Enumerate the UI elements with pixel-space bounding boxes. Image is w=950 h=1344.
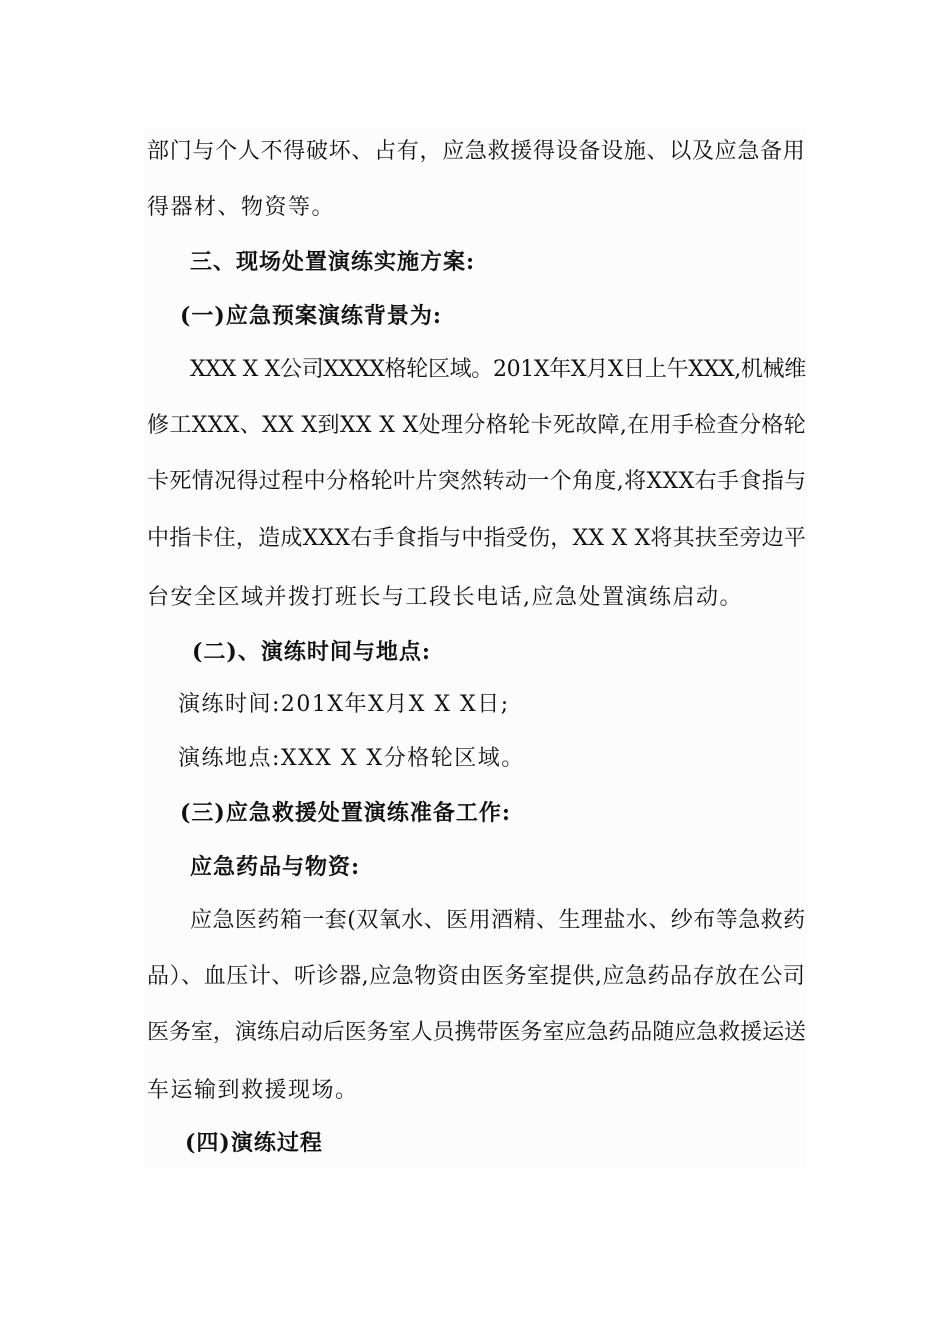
paragraph-line: 台安全区域并拨打班长与工段长电话,应急处置演练启动。 [147,585,743,610]
paragraph-line: 品）、血压计、听诊器,应急物资由医务室提供,应急药品存放在公司 [147,964,806,989]
paragraph-line: 得器材、物资等。 [147,195,336,220]
section-heading: 三、现场处置演练实施方案: [190,249,476,275]
subsection-heading: 应急药品与物资: [190,854,361,880]
paragraph-line: 部门与个人不得破坏、占有，应急救援得设备设施、以及应急备用 [147,139,806,164]
subsection-heading: (一)应急预案演练背景为: [180,303,442,329]
paragraph-line: 演练时间:201X年X月X X X日; [178,692,510,717]
subsection-heading: (三)应急救援处置演练准备工作: [180,800,511,826]
paragraph-line: 修工XXX、XX X到XX X X处理分格轮卡死故障,在用手检查分格轮 [147,413,807,438]
subsection-heading: (二)、演练时间与地点: [192,639,431,665]
paragraph-line: 演练地点:XXX X X分格轮区域。 [178,746,525,771]
subsection-heading: (四)演练过程 [185,1130,323,1156]
paragraph-line: 医务室，演练启动后医务室人员携带医务室应急药品随应急救援运送 [147,1020,807,1045]
paragraph-line: 应急医药箱一套(双氧水、医用酒精、生理盐水、纱布等急救药 [190,908,806,933]
paragraph-line: 中指卡住，造成XXX右手食指与中指受伤，XX X X将其扶至旁边平 [147,526,807,551]
paragraph-line: XXX X X公司XXXX格轮区域。201X年X月X日上午XXX,机械维 [190,357,806,382]
paragraph-line: 卡死情况得过程中分格轮叶片突然转动一个角度,将XXX右手食指与 [147,469,807,494]
paragraph-line: 车运输到救援现场。 [147,1078,359,1103]
